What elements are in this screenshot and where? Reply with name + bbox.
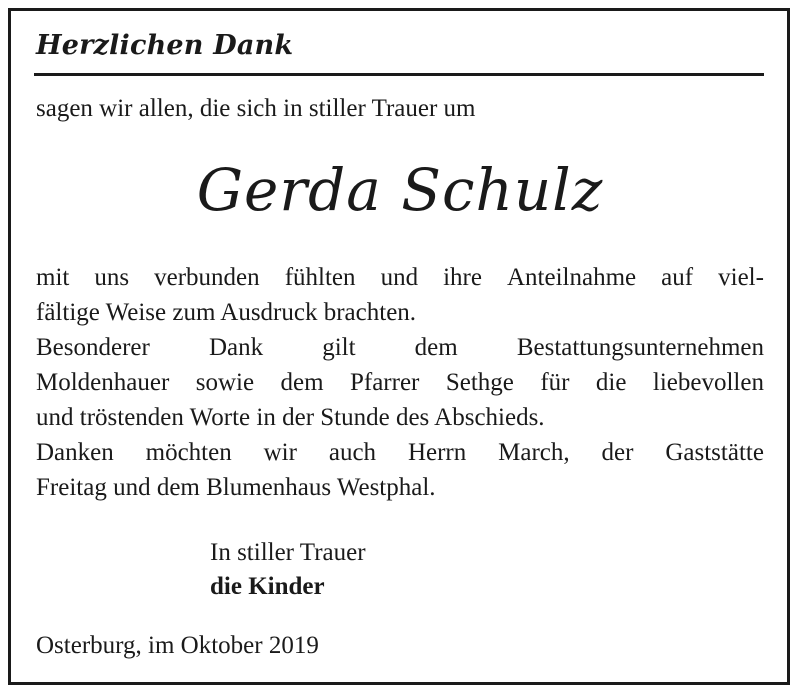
body-word: und [380, 264, 419, 291]
notice-heading: Herzlichen Dank [36, 30, 294, 61]
body-word: liebevollen [652, 369, 764, 396]
body-line: fältige Weise zum Ausdruck brachten. [36, 299, 417, 326]
body-word: verbunden [154, 264, 260, 291]
place-and-date: Osterburg, im Oktober 2019 [36, 632, 319, 659]
body-word: Moldenhauer [36, 369, 170, 396]
body-word: die [595, 369, 627, 396]
body-word: Dank [208, 334, 264, 361]
body-word: für [540, 369, 570, 396]
body-word: fühlten [284, 264, 356, 291]
body-word: gilt [322, 334, 356, 361]
body-word: möchten [145, 439, 232, 466]
heading-divider [34, 73, 764, 76]
body-line-justified [36, 330, 764, 365]
body-word: Anteilnahme [507, 264, 637, 291]
signoff-line: In stiller Trauer [210, 539, 366, 566]
body-word: wir [263, 439, 297, 466]
body-word: uns [94, 264, 130, 291]
body-word: viel- [718, 264, 764, 291]
body-word: Danken [36, 439, 114, 466]
signoff [210, 536, 366, 604]
body-word: dem [280, 369, 324, 396]
body-line-justified [36, 435, 764, 470]
body-word: March, [498, 439, 570, 466]
body-word: Besonderer [36, 334, 150, 361]
body-word: Gaststätte [665, 439, 764, 466]
body-line-justified [36, 365, 764, 400]
body-word: Bestattungsunternehmen [516, 334, 764, 361]
signoff-signature: die Kinder [210, 573, 325, 600]
body-word: sowie [195, 369, 255, 396]
body-line: und tröstenden Worte in der Stunde des Abschieds. [36, 404, 545, 431]
body-word: auf [661, 264, 694, 291]
body-word: auch [328, 439, 377, 466]
body-word: Sethge [445, 369, 514, 396]
deceased-name: Gerda Schulz [196, 156, 604, 224]
thanks-body [36, 260, 764, 505]
body-word: ihre [443, 264, 482, 291]
body-word: mit [36, 264, 70, 291]
body-line: Freitag und dem Blumenhaus Westphal. [36, 474, 436, 501]
intro-text: sagen wir allen, die sich in stiller Trauer um [36, 95, 476, 122]
body-word: Herrn [407, 439, 467, 466]
body-line-justified [36, 260, 764, 295]
body-word: der [601, 439, 634, 466]
body-word: dem [414, 334, 458, 361]
body-word: Pfarrer [349, 369, 420, 396]
